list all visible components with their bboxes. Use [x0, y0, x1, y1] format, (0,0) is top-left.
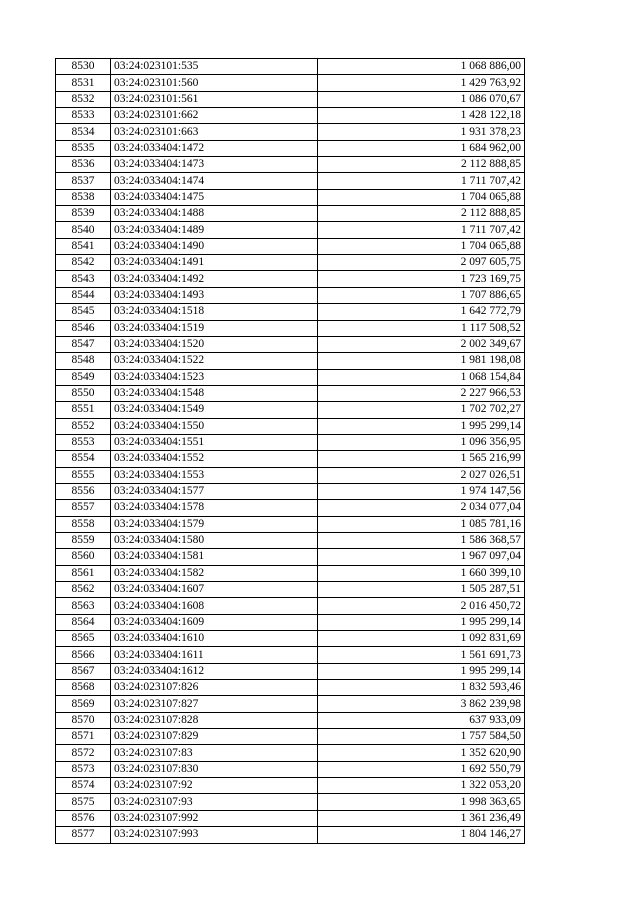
cadastral-value-cell: 2 016 450,72: [318, 598, 525, 614]
cadastral-number-cell: 03:24:033404:1473: [111, 157, 318, 173]
table-row: [56, 189, 525, 205]
table-row: [56, 255, 525, 271]
cadastral-value-cell: 1 096 356,95: [318, 434, 525, 450]
row-number-cell: 8574: [56, 778, 111, 794]
table-row: [56, 565, 525, 581]
cadastral-value-cell: 1 711 707,42: [318, 173, 525, 189]
row-number-cell: 8540: [56, 222, 111, 238]
table-row: [56, 778, 525, 794]
row-number-cell: 8562: [56, 582, 111, 598]
table-row: [56, 696, 525, 712]
table-row: [56, 385, 525, 401]
cadastral-value-cell: 1 692 550,79: [318, 761, 525, 777]
row-number-cell: 8569: [56, 696, 111, 712]
table-body: [56, 59, 525, 844]
row-number-cell: 8537: [56, 173, 111, 189]
row-number-cell: 8564: [56, 614, 111, 630]
cadastral-value-cell: 1 707 886,65: [318, 287, 525, 303]
row-number-cell: 8550: [56, 385, 111, 401]
cadastral-number-cell: 03:24:033404:1520: [111, 336, 318, 352]
row-number-cell: 8543: [56, 271, 111, 287]
cadastral-value-cell: 1 068 154,84: [318, 369, 525, 385]
row-number-cell: 8545: [56, 304, 111, 320]
table-row: [56, 516, 525, 532]
cadastral-number-cell: 03:24:033404:1552: [111, 451, 318, 467]
cadastral-number-cell: 03:24:033404:1581: [111, 549, 318, 565]
cadastral-number-cell: 03:24:033404:1474: [111, 173, 318, 189]
cadastral-number-cell: 03:24:023101:560: [111, 75, 318, 91]
cadastral-value-cell: 1 757 584,50: [318, 729, 525, 745]
table-row: [56, 402, 525, 418]
document-page: [55, 58, 525, 844]
row-number-cell: 8536: [56, 157, 111, 173]
table-row: [56, 369, 525, 385]
table-row: [56, 271, 525, 287]
table-row: [56, 451, 525, 467]
row-number-cell: 8553: [56, 434, 111, 450]
cadastral-value-cell: 1 352 620,90: [318, 745, 525, 761]
row-number-cell: 8566: [56, 647, 111, 663]
cadastral-number-cell: 03:24:033404:1549: [111, 402, 318, 418]
cadastral-value-cell: 1 586 368,57: [318, 532, 525, 548]
cadastral-number-cell: 03:24:033404:1519: [111, 320, 318, 336]
table-row: [56, 353, 525, 369]
table-row: [56, 483, 525, 499]
cadastral-value-cell: 1 995 299,14: [318, 614, 525, 630]
cadastral-value-table: [55, 58, 525, 844]
cadastral-number-cell: 03:24:033404:1611: [111, 647, 318, 663]
cadastral-number-cell: 03:24:023107:830: [111, 761, 318, 777]
cadastral-value-cell: 1 117 508,52: [318, 320, 525, 336]
row-number-cell: 8560: [56, 549, 111, 565]
cadastral-number-cell: 03:24:033404:1490: [111, 238, 318, 254]
cadastral-value-cell: 2 034 077,04: [318, 500, 525, 516]
row-number-cell: 8554: [56, 451, 111, 467]
cadastral-value-cell: 1 660 399,10: [318, 565, 525, 581]
cadastral-value-cell: 2 112 888,85: [318, 206, 525, 222]
cadastral-number-cell: 03:24:033404:1522: [111, 353, 318, 369]
cadastral-number-cell: 03:24:033404:1609: [111, 614, 318, 630]
table-row: [56, 794, 525, 810]
table-row: [56, 108, 525, 124]
row-number-cell: 8565: [56, 631, 111, 647]
cadastral-number-cell: 03:24:033404:1488: [111, 206, 318, 222]
cadastral-number-cell: 03:24:033404:1472: [111, 140, 318, 156]
row-number-cell: 8549: [56, 369, 111, 385]
table-row: [56, 287, 525, 303]
row-number-cell: 8535: [56, 140, 111, 156]
row-number-cell: 8577: [56, 827, 111, 843]
cadastral-number-cell: 03:24:033404:1607: [111, 582, 318, 598]
row-number-cell: 8541: [56, 238, 111, 254]
cadastral-value-cell: 1 711 707,42: [318, 222, 525, 238]
row-number-cell: 8538: [56, 189, 111, 205]
table-row: [56, 532, 525, 548]
cadastral-number-cell: 03:24:033404:1491: [111, 255, 318, 271]
cadastral-number-cell: 03:24:033404:1580: [111, 532, 318, 548]
cadastral-number-cell: 03:24:033404:1548: [111, 385, 318, 401]
row-number-cell: 8559: [56, 532, 111, 548]
table-row: [56, 467, 525, 483]
table-row: [56, 157, 525, 173]
table-row: [56, 729, 525, 745]
table-row: [56, 663, 525, 679]
cadastral-value-cell: 1 967 097,04: [318, 549, 525, 565]
table-row: [56, 91, 525, 107]
cadastral-value-cell: 2 112 888,85: [318, 157, 525, 173]
table-row: [56, 761, 525, 777]
row-number-cell: 8558: [56, 516, 111, 532]
cadastral-number-cell: 03:24:023107:993: [111, 827, 318, 843]
row-number-cell: 8572: [56, 745, 111, 761]
cadastral-value-cell: 1 804 146,27: [318, 827, 525, 843]
cadastral-number-cell: 03:24:023107:992: [111, 810, 318, 826]
cadastral-number-cell: 03:24:023107:92: [111, 778, 318, 794]
table-row: [56, 631, 525, 647]
cadastral-value-cell: 1 642 772,79: [318, 304, 525, 320]
cadastral-value-cell: 1 998 363,65: [318, 794, 525, 810]
row-number-cell: 8548: [56, 353, 111, 369]
cadastral-value-cell: 1 931 378,23: [318, 124, 525, 140]
table-row: [56, 614, 525, 630]
row-number-cell: 8556: [56, 483, 111, 499]
cadastral-number-cell: 03:24:033404:1475: [111, 189, 318, 205]
row-number-cell: 8531: [56, 75, 111, 91]
cadastral-number-cell: 03:24:023107:83: [111, 745, 318, 761]
row-number-cell: 8530: [56, 59, 111, 75]
row-number-cell: 8567: [56, 663, 111, 679]
cadastral-value-cell: 1 974 147,56: [318, 483, 525, 499]
cadastral-value-cell: 1 092 831,69: [318, 631, 525, 647]
cadastral-number-cell: 03:24:033404:1489: [111, 222, 318, 238]
cadastral-value-cell: 1 704 065,88: [318, 238, 525, 254]
cadastral-value-cell: 1 704 065,88: [318, 189, 525, 205]
row-number-cell: 8547: [56, 336, 111, 352]
cadastral-value-cell: 1 561 691,73: [318, 647, 525, 663]
cadastral-value-cell: 1 086 070,67: [318, 91, 525, 107]
cadastral-number-cell: 03:24:023101:535: [111, 59, 318, 75]
table-row: [56, 320, 525, 336]
cadastral-number-cell: 03:24:033404:1492: [111, 271, 318, 287]
table-row: [56, 434, 525, 450]
cadastral-number-cell: 03:24:033404:1577: [111, 483, 318, 499]
cadastral-value-cell: 1 322 053,20: [318, 778, 525, 794]
cadastral-value-cell: 2 027 026,51: [318, 467, 525, 483]
row-number-cell: 8573: [56, 761, 111, 777]
row-number-cell: 8557: [56, 500, 111, 516]
cadastral-number-cell: 03:24:033404:1550: [111, 418, 318, 434]
row-number-cell: 8532: [56, 91, 111, 107]
cadastral-value-cell: 1 832 593,46: [318, 680, 525, 696]
cadastral-value-cell: 2 002 349,67: [318, 336, 525, 352]
table-row: [56, 598, 525, 614]
cadastral-value-cell: 1 085 781,16: [318, 516, 525, 532]
table-row: [56, 647, 525, 663]
table-row: [56, 680, 525, 696]
cadastral-value-cell: 1 702 702,27: [318, 402, 525, 418]
cadastral-number-cell: 03:24:023107:829: [111, 729, 318, 745]
cadastral-number-cell: 03:24:033404:1523: [111, 369, 318, 385]
cadastral-number-cell: 03:24:033404:1578: [111, 500, 318, 516]
cadastral-value-cell: 1 068 886,00: [318, 59, 525, 75]
table-row: [56, 827, 525, 843]
row-number-cell: 8544: [56, 287, 111, 303]
table-row: [56, 59, 525, 75]
cadastral-number-cell: 03:24:033404:1610: [111, 631, 318, 647]
table-row: [56, 75, 525, 91]
cadastral-value-cell: 1 981 198,08: [318, 353, 525, 369]
row-number-cell: 8542: [56, 255, 111, 271]
table-row: [56, 336, 525, 352]
cadastral-value-cell: 1 723 169,75: [318, 271, 525, 287]
table-row: [56, 173, 525, 189]
row-number-cell: 8551: [56, 402, 111, 418]
cadastral-value-cell: 3 862 239,98: [318, 696, 525, 712]
cadastral-value-cell: 1 505 287,51: [318, 582, 525, 598]
cadastral-value-cell: 1 429 763,92: [318, 75, 525, 91]
cadastral-value-cell: 1 995 299,14: [318, 418, 525, 434]
row-number-cell: 8546: [56, 320, 111, 336]
row-number-cell: 8571: [56, 729, 111, 745]
table-row: [56, 206, 525, 222]
row-number-cell: 8539: [56, 206, 111, 222]
cadastral-number-cell: 03:24:033404:1608: [111, 598, 318, 614]
row-number-cell: 8570: [56, 712, 111, 728]
cadastral-number-cell: 03:24:033404:1579: [111, 516, 318, 532]
cadastral-number-cell: 03:24:033404:1553: [111, 467, 318, 483]
table-row: [56, 124, 525, 140]
table-row: [56, 712, 525, 728]
row-number-cell: 8575: [56, 794, 111, 810]
cadastral-value-cell: 1 684 962,00: [318, 140, 525, 156]
cadastral-value-cell: 1 565 216,99: [318, 451, 525, 467]
cadastral-number-cell: 03:24:023107:827: [111, 696, 318, 712]
cadastral-number-cell: 03:24:033404:1518: [111, 304, 318, 320]
table-row: [56, 238, 525, 254]
cadastral-value-cell: 637 933,09: [318, 712, 525, 728]
row-number-cell: 8568: [56, 680, 111, 696]
table-row: [56, 810, 525, 826]
cadastral-number-cell: 03:24:023107:826: [111, 680, 318, 696]
cadastral-number-cell: 03:24:023107:93: [111, 794, 318, 810]
cadastral-number-cell: 03:24:033404:1582: [111, 565, 318, 581]
table-row: [56, 500, 525, 516]
table-row: [56, 582, 525, 598]
table-row: [56, 304, 525, 320]
table-row: [56, 418, 525, 434]
table-row: [56, 745, 525, 761]
cadastral-value-cell: 2 097 605,75: [318, 255, 525, 271]
cadastral-value-cell: 1 361 236,49: [318, 810, 525, 826]
row-number-cell: 8533: [56, 108, 111, 124]
row-number-cell: 8576: [56, 810, 111, 826]
table-row: [56, 222, 525, 238]
cadastral-value-cell: 2 227 966,53: [318, 385, 525, 401]
cadastral-value-cell: 1 428 122,18: [318, 108, 525, 124]
cadastral-number-cell: 03:24:033404:1551: [111, 434, 318, 450]
row-number-cell: 8561: [56, 565, 111, 581]
cadastral-number-cell: 03:24:033404:1612: [111, 663, 318, 679]
row-number-cell: 8563: [56, 598, 111, 614]
table-row: [56, 140, 525, 156]
cadastral-number-cell: 03:24:033404:1493: [111, 287, 318, 303]
cadastral-number-cell: 03:24:023107:828: [111, 712, 318, 728]
cadastral-value-cell: 1 995 299,14: [318, 663, 525, 679]
row-number-cell: 8555: [56, 467, 111, 483]
row-number-cell: 8534: [56, 124, 111, 140]
cadastral-number-cell: 03:24:023101:561: [111, 91, 318, 107]
cadastral-number-cell: 03:24:023101:662: [111, 108, 318, 124]
table-row: [56, 549, 525, 565]
row-number-cell: 8552: [56, 418, 111, 434]
cadastral-number-cell: 03:24:023101:663: [111, 124, 318, 140]
